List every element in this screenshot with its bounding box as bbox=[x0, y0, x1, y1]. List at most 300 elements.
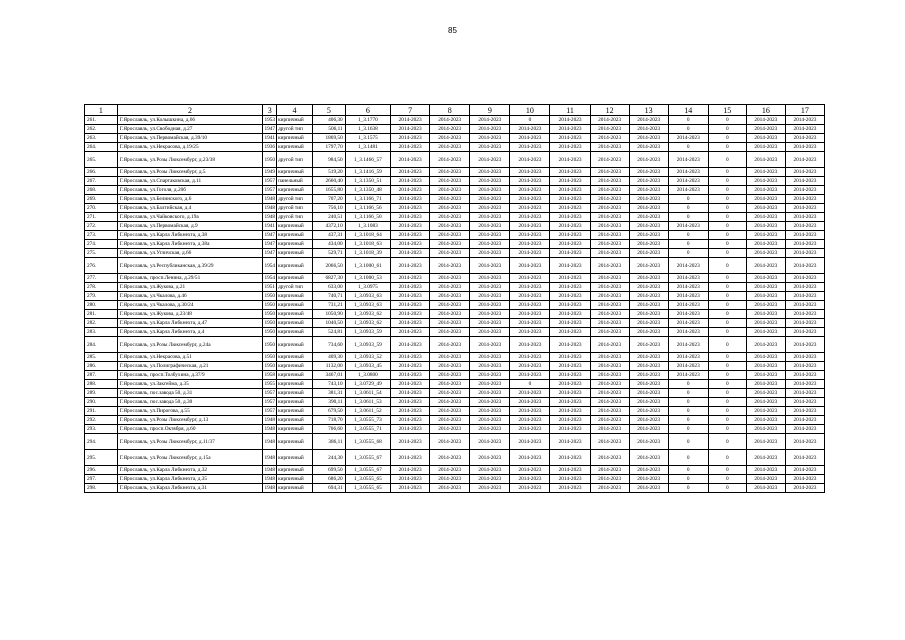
period-cell: 2014-2023 bbox=[550, 484, 590, 493]
period-cell: 2014-2023 bbox=[668, 258, 708, 274]
period-cell: 2014-2023 bbox=[629, 258, 668, 274]
code-cell: 1_3.0611_53 bbox=[345, 398, 390, 407]
year-cell: 1948 bbox=[264, 485, 276, 491]
period-cell: 2014-2023 bbox=[470, 258, 510, 274]
period-cell: 2014-2023 bbox=[550, 125, 590, 134]
period-cell: 0 bbox=[668, 143, 708, 152]
period-cell: 2014-2023 bbox=[746, 337, 785, 353]
table-row bbox=[85, 274, 825, 283]
period-cell: 2014-2023 bbox=[510, 125, 550, 134]
address-cell: Г.Ярославль, ул.Белинского, д.6 bbox=[117, 195, 263, 204]
period-cell: 2014-2023 bbox=[550, 240, 590, 249]
period-cell: 2014-2023 bbox=[590, 204, 629, 213]
table-row bbox=[85, 186, 825, 195]
material-cell: кирпичный bbox=[277, 425, 313, 434]
address-cell: Г.Ярославль, ул.Чайковского, д.19а bbox=[117, 213, 263, 222]
period-cell: 2014-2023 bbox=[430, 222, 470, 231]
year-cell: 1951 bbox=[264, 284, 276, 290]
period-cell: 2014-2023 bbox=[391, 283, 430, 292]
period-cell: 2014-2023 bbox=[550, 362, 590, 371]
period-cell: 2014-2023 bbox=[470, 398, 510, 407]
period-cell: 2014-2023 bbox=[391, 389, 430, 398]
period-cell: 2014-2023 bbox=[510, 222, 550, 231]
area-cell: 1797,70 bbox=[313, 143, 346, 152]
period-cell: 2014-2023 bbox=[668, 168, 708, 177]
column-header: 8 bbox=[430, 105, 470, 116]
period-cell: 0 bbox=[708, 319, 746, 328]
material-cell: кирпичный bbox=[277, 398, 313, 407]
period-cell: 2014-2023 bbox=[590, 168, 629, 177]
period-cell: 2014-2023 bbox=[590, 240, 629, 249]
period-cell: 2014-2023 bbox=[470, 222, 510, 231]
column-header: 10 bbox=[510, 105, 550, 116]
period-cell: 2014-2023 bbox=[785, 258, 824, 274]
year-cell: 1948 bbox=[264, 417, 276, 423]
period-cell: 2014-2023 bbox=[785, 125, 824, 134]
period-cell: 0 bbox=[668, 398, 708, 407]
area-cell: 524,81 bbox=[313, 328, 346, 337]
address-cell: Г.Ярославль, ул.Жукова, д.21 bbox=[117, 283, 263, 292]
period-cell: 2014-2023 bbox=[785, 407, 824, 416]
material-cell: кирпичный bbox=[277, 450, 313, 466]
period-cell: 2014-2023 bbox=[430, 116, 470, 125]
address-cell: Г.Ярославль, пос.завода 50, д.30 bbox=[117, 398, 263, 407]
period-cell: 2014-2023 bbox=[785, 434, 824, 450]
period-cell: 2014-2023 bbox=[746, 292, 785, 301]
period-cell: 2014-2023 bbox=[746, 177, 785, 186]
year-cell: 1955 bbox=[264, 381, 276, 387]
period-cell: 2014-2023 bbox=[430, 407, 470, 416]
row-number: 286. bbox=[85, 362, 118, 371]
code-cell: 1_3.0933_63 bbox=[345, 301, 390, 310]
period-cell: 2014-2023 bbox=[470, 328, 510, 337]
period-cell: 2014-2023 bbox=[629, 416, 668, 425]
period-cell: 2014-2023 bbox=[550, 177, 590, 186]
period-cell: 2014-2023 bbox=[470, 116, 510, 125]
area-cell: 406,30 bbox=[313, 116, 346, 125]
period-cell: 2014-2023 bbox=[785, 319, 824, 328]
period-cell: 2014-2023 bbox=[590, 301, 629, 310]
period-cell: 2014-2023 bbox=[590, 274, 629, 283]
period-cell: 2014-2023 bbox=[746, 249, 785, 258]
period-cell: 0 bbox=[668, 450, 708, 466]
period-cell: 2014-2023 bbox=[746, 475, 785, 484]
period-cell: 2014-2023 bbox=[391, 240, 430, 249]
period-cell: 2014-2023 bbox=[550, 416, 590, 425]
period-cell: 2014-2023 bbox=[391, 249, 430, 258]
period-cell: 2014-2023 bbox=[510, 434, 550, 450]
table-row bbox=[85, 337, 825, 353]
period-cell: 2014-2023 bbox=[550, 116, 590, 125]
period-cell: 2014-2023 bbox=[590, 353, 629, 362]
period-cell: 0 bbox=[708, 168, 746, 177]
period-cell: 2014-2023 bbox=[391, 484, 430, 493]
period-cell: 2014-2023 bbox=[430, 240, 470, 249]
year-cell: 1948 bbox=[264, 426, 276, 432]
period-cell: 2014-2023 bbox=[746, 168, 785, 177]
period-cell: 2014-2023 bbox=[510, 134, 550, 143]
area-cell: 506,11 bbox=[313, 125, 346, 134]
area-cell: 386,11 bbox=[313, 434, 346, 450]
column-header: 6 bbox=[345, 105, 390, 116]
period-cell: 2014-2023 bbox=[746, 204, 785, 213]
column-header: 17 bbox=[785, 105, 824, 116]
material-cell: другой тип bbox=[277, 125, 313, 134]
address-cell: Г.Ярославль, ул.Пирогова, д.55 bbox=[117, 407, 263, 416]
period-cell: 2014-2023 bbox=[470, 143, 510, 152]
row-number: 282. bbox=[85, 319, 118, 328]
period-cell: 2014-2023 bbox=[550, 380, 590, 389]
address-cell: Г.Ярославль, ул.Карла Либкнехта, д.38а bbox=[117, 240, 263, 249]
period-cell: 2014-2023 bbox=[590, 371, 629, 380]
period-cell: 2014-2023 bbox=[629, 434, 668, 450]
code-cell: 1_3.0933_59 bbox=[345, 337, 390, 353]
area-cell: 699,50 bbox=[313, 466, 346, 475]
period-cell: 0 bbox=[708, 125, 746, 134]
material-cell: кирпичный bbox=[277, 116, 313, 125]
period-cell: 2014-2023 bbox=[590, 258, 629, 274]
period-cell: 2014-2023 bbox=[391, 425, 430, 434]
table-row bbox=[85, 258, 825, 274]
period-cell: 2014-2023 bbox=[629, 466, 668, 475]
period-cell: 2014-2023 bbox=[430, 177, 470, 186]
table-row bbox=[85, 177, 825, 186]
material-cell: кирпичный bbox=[277, 143, 313, 152]
period-cell: 2014-2023 bbox=[470, 186, 510, 195]
period-cell: 0 bbox=[708, 337, 746, 353]
period-cell: 2014-2023 bbox=[668, 177, 708, 186]
material-cell: кирпичный bbox=[277, 416, 313, 425]
period-cell: 2014-2023 bbox=[470, 274, 510, 283]
material-cell: другой тип bbox=[277, 152, 313, 168]
period-cell: 2014-2023 bbox=[391, 143, 430, 152]
period-cell: 2014-2023 bbox=[430, 301, 470, 310]
period-cell: 2014-2023 bbox=[510, 475, 550, 484]
material-cell: кирпичный bbox=[277, 274, 313, 283]
period-cell: 2014-2023 bbox=[668, 134, 708, 143]
period-cell: 2014-2023 bbox=[510, 310, 550, 319]
year-cell: 1950 bbox=[263, 337, 277, 353]
period-cell: 0 bbox=[708, 398, 746, 407]
area-cell: 743,10 bbox=[313, 380, 346, 389]
area-cell: 1655,80 bbox=[313, 186, 346, 195]
row-number: 290. bbox=[85, 398, 118, 407]
period-cell: 2014-2023 bbox=[430, 389, 470, 398]
material-cell: кирпичный bbox=[277, 353, 313, 362]
area-cell: 434,00 bbox=[313, 240, 346, 249]
period-cell: 2014-2023 bbox=[430, 416, 470, 425]
period-cell: 2014-2023 bbox=[629, 450, 668, 466]
period-cell: 2014-2023 bbox=[746, 328, 785, 337]
period-cell: 0 bbox=[708, 204, 746, 213]
area-cell: 1050,90 bbox=[313, 310, 346, 319]
row-number: 275. bbox=[85, 249, 118, 258]
code-cell: 1_3.0933_62 bbox=[345, 310, 390, 319]
material-cell: кирпичный bbox=[277, 186, 313, 195]
year-cell: 1950 bbox=[264, 329, 276, 335]
area-cell: 529,71 bbox=[313, 249, 346, 258]
period-cell: 2014-2023 bbox=[550, 222, 590, 231]
period-cell: 2014-2023 bbox=[629, 283, 668, 292]
column-header: 4 bbox=[277, 105, 313, 116]
period-cell: 2014-2023 bbox=[785, 389, 824, 398]
row-number: 265. bbox=[85, 152, 118, 168]
period-cell: 0 bbox=[708, 283, 746, 292]
period-cell: 2014-2023 bbox=[785, 416, 824, 425]
code-cell: 1_3.1000_53 bbox=[345, 274, 390, 283]
period-cell: 2014-2023 bbox=[391, 407, 430, 416]
period-cell: 2014-2023 bbox=[510, 407, 550, 416]
period-cell: 2014-2023 bbox=[430, 274, 470, 283]
period-cell: 2014-2023 bbox=[629, 125, 668, 134]
address-cell: Г.Ярославль, ул.Закгейма, д.35 bbox=[117, 380, 263, 389]
area-cell: 3467,01 bbox=[313, 371, 346, 380]
address-cell: Г.Ярославль, ул.Розы Люксембург, д.5 bbox=[117, 168, 263, 177]
table-row bbox=[85, 466, 825, 475]
area-cell: 409,30 bbox=[313, 353, 346, 362]
period-cell: 2014-2023 bbox=[785, 177, 824, 186]
column-header: 12 bbox=[590, 105, 629, 116]
period-cell: 2014-2023 bbox=[590, 310, 629, 319]
table-row bbox=[85, 152, 825, 168]
period-cell: 2014-2023 bbox=[590, 283, 629, 292]
period-cell: 2014-2023 bbox=[785, 240, 824, 249]
period-cell: 0 bbox=[510, 116, 550, 125]
period-cell: 2014-2023 bbox=[470, 292, 510, 301]
column-header: 3 bbox=[263, 105, 277, 116]
column-header: 9 bbox=[470, 105, 510, 116]
period-cell: 2014-2023 bbox=[550, 398, 590, 407]
period-cell: 2014-2023 bbox=[629, 319, 668, 328]
period-cell: 2014-2023 bbox=[430, 353, 470, 362]
code-cell: 1_3.1018_64 bbox=[345, 231, 390, 240]
area-cell: 718,70 bbox=[313, 416, 346, 425]
period-cell: 2014-2023 bbox=[470, 177, 510, 186]
period-cell: 2014-2023 bbox=[391, 337, 430, 353]
period-cell: 2014-2023 bbox=[510, 466, 550, 475]
address-cell: Г.Ярославль, ул.Балтийская, д.4 bbox=[117, 204, 263, 213]
period-cell: 0 bbox=[708, 484, 746, 493]
row-number: 268. bbox=[85, 186, 118, 195]
address-cell: Г.Ярославль, пос.завода 50, д.31 bbox=[117, 389, 263, 398]
period-cell: 2014-2023 bbox=[590, 152, 629, 168]
period-cell: 0 bbox=[510, 380, 550, 389]
table-row bbox=[85, 204, 825, 213]
year-cell: 1958 bbox=[264, 372, 276, 378]
period-cell: 2014-2023 bbox=[746, 222, 785, 231]
housing-table bbox=[84, 104, 825, 493]
period-cell: 2014-2023 bbox=[430, 466, 470, 475]
period-cell: 2014-2023 bbox=[550, 371, 590, 380]
period-cell: 2014-2023 bbox=[470, 213, 510, 222]
period-cell: 2014-2023 bbox=[785, 213, 824, 222]
row-number: 263. bbox=[85, 134, 118, 143]
period-cell: 2014-2023 bbox=[470, 125, 510, 134]
period-cell: 2014-2023 bbox=[430, 484, 470, 493]
period-cell: 2014-2023 bbox=[785, 292, 824, 301]
code-cell: 1_3.0933_59 bbox=[345, 328, 390, 337]
period-cell: 2014-2023 bbox=[430, 249, 470, 258]
period-cell: 2014-2023 bbox=[470, 353, 510, 362]
area-cell: 707,20 bbox=[313, 195, 346, 204]
period-cell: 2014-2023 bbox=[590, 134, 629, 143]
material-cell: кирпичный bbox=[277, 319, 313, 328]
table-row bbox=[85, 371, 825, 380]
area-cell: 6827,30 bbox=[313, 274, 346, 283]
table-row bbox=[85, 362, 825, 371]
address-cell: Г.Ярославль, просп.Ленина, д.29/51 bbox=[117, 274, 263, 283]
row-number: 284. bbox=[85, 337, 118, 353]
row-number: 285. bbox=[85, 353, 118, 362]
year-cell: 1941 bbox=[264, 223, 276, 229]
table-row bbox=[85, 310, 825, 319]
year-cell: 1957 bbox=[264, 408, 276, 414]
period-cell: 2014-2023 bbox=[590, 249, 629, 258]
table-row bbox=[85, 407, 825, 416]
year-cell: 1950 bbox=[264, 293, 276, 299]
material-cell: кирпичный bbox=[277, 222, 313, 231]
year-cell: 1948 bbox=[264, 214, 276, 220]
period-cell: 2014-2023 bbox=[590, 425, 629, 434]
area-cell: 2660,40 bbox=[313, 177, 346, 186]
period-cell: 2014-2023 bbox=[629, 353, 668, 362]
period-cell: 0 bbox=[668, 116, 708, 125]
period-cell: 2014-2023 bbox=[470, 249, 510, 258]
period-cell: 2014-2023 bbox=[391, 231, 430, 240]
period-cell: 2014-2023 bbox=[430, 319, 470, 328]
period-cell: 2014-2023 bbox=[510, 389, 550, 398]
period-cell: 2014-2023 bbox=[510, 484, 550, 493]
address-cell: Г.Ярославль, просп.Толбухина, д.37/9 bbox=[117, 371, 263, 380]
period-cell: 2014-2023 bbox=[510, 274, 550, 283]
period-cell: 0 bbox=[708, 152, 746, 168]
period-cell: 2014-2023 bbox=[391, 222, 430, 231]
address-cell: Г.Ярославль, ул.Чкалова, д.46 bbox=[117, 292, 263, 301]
table-row bbox=[85, 125, 825, 134]
period-cell: 2014-2023 bbox=[430, 143, 470, 152]
area-cell: 694,31 bbox=[313, 484, 346, 493]
period-cell: 2014-2023 bbox=[470, 231, 510, 240]
period-cell: 2014-2023 bbox=[510, 195, 550, 204]
period-cell: 0 bbox=[668, 416, 708, 425]
period-cell: 2014-2023 bbox=[590, 434, 629, 450]
period-cell: 2014-2023 bbox=[785, 249, 824, 258]
period-cell: 2014-2023 bbox=[470, 319, 510, 328]
code-cell: 1_3.1018_39 bbox=[345, 249, 390, 258]
period-cell: 2014-2023 bbox=[430, 186, 470, 195]
period-cell: 0 bbox=[708, 249, 746, 258]
period-cell: 0 bbox=[668, 407, 708, 416]
period-cell: 0 bbox=[668, 204, 708, 213]
period-cell: 2014-2023 bbox=[470, 484, 510, 493]
period-cell: 0 bbox=[708, 362, 746, 371]
period-cell: 2014-2023 bbox=[391, 310, 430, 319]
material-cell: кирпичный bbox=[277, 337, 313, 353]
period-cell: 0 bbox=[708, 292, 746, 301]
code-cell: 1_3.1416_59 bbox=[345, 168, 390, 177]
year-cell: 1949 bbox=[264, 169, 276, 175]
period-cell: 2014-2023 bbox=[430, 213, 470, 222]
period-cell: 2014-2023 bbox=[785, 425, 824, 434]
period-cell: 2014-2023 bbox=[391, 301, 430, 310]
period-cell: 2014-2023 bbox=[590, 466, 629, 475]
period-cell: 2014-2023 bbox=[629, 389, 668, 398]
period-cell: 0 bbox=[708, 143, 746, 152]
period-cell: 2014-2023 bbox=[590, 337, 629, 353]
period-cell: 2014-2023 bbox=[590, 222, 629, 231]
table-row bbox=[85, 134, 825, 143]
period-cell: 2014-2023 bbox=[391, 292, 430, 301]
period-cell: 0 bbox=[708, 328, 746, 337]
code-cell: 1_3.1575 bbox=[345, 134, 390, 143]
period-cell: 0 bbox=[668, 466, 708, 475]
code-cell: 1_3.1166_56 bbox=[345, 204, 390, 213]
period-cell: 2014-2023 bbox=[391, 434, 430, 450]
row-number: 294. bbox=[85, 434, 118, 450]
year-cell: 1953 bbox=[264, 117, 276, 123]
row-number: 277. bbox=[85, 274, 118, 283]
period-cell: 2014-2023 bbox=[510, 186, 550, 195]
period-cell: 0 bbox=[708, 371, 746, 380]
period-cell: 2014-2023 bbox=[629, 425, 668, 434]
address-cell: Г.Ярославль, ул.Розы Люксембург, д.15а bbox=[117, 450, 263, 466]
material-cell: кирпичный bbox=[277, 301, 313, 310]
period-cell: 2014-2023 bbox=[550, 143, 590, 152]
period-cell: 0 bbox=[708, 310, 746, 319]
period-cell: 2014-2023 bbox=[430, 310, 470, 319]
period-cell: 2014-2023 bbox=[746, 380, 785, 389]
table-row bbox=[85, 319, 825, 328]
period-cell: 2014-2023 bbox=[391, 195, 430, 204]
period-cell: 0 bbox=[668, 380, 708, 389]
period-cell: 2014-2023 bbox=[510, 143, 550, 152]
row-number: 287. bbox=[85, 371, 118, 380]
period-cell: 2014-2023 bbox=[470, 337, 510, 353]
period-cell: 0 bbox=[668, 434, 708, 450]
period-cell: 2014-2023 bbox=[430, 398, 470, 407]
row-number: 261. bbox=[85, 116, 118, 125]
year-cell: 1948 bbox=[263, 434, 277, 450]
column-header: 5 bbox=[313, 105, 346, 116]
period-cell: 2014-2023 bbox=[785, 398, 824, 407]
period-cell: 2014-2023 bbox=[668, 292, 708, 301]
period-cell: 2014-2023 bbox=[590, 484, 629, 493]
period-cell: 0 bbox=[668, 125, 708, 134]
period-cell: 0 bbox=[708, 195, 746, 204]
row-number: 283. bbox=[85, 328, 118, 337]
period-cell: 2014-2023 bbox=[470, 195, 510, 204]
area-cell: 381,31 bbox=[313, 389, 346, 398]
row-number: 274. bbox=[85, 240, 118, 249]
row-number: 295. bbox=[85, 450, 118, 466]
period-cell: 2014-2023 bbox=[746, 434, 785, 450]
period-cell: 0 bbox=[668, 240, 708, 249]
period-cell: 2014-2023 bbox=[470, 152, 510, 168]
material-cell: кирпичный bbox=[277, 407, 313, 416]
table-row bbox=[85, 231, 825, 240]
period-cell: 2014-2023 bbox=[550, 258, 590, 274]
year-cell: 1950 bbox=[264, 311, 276, 317]
period-cell: 2014-2023 bbox=[391, 125, 430, 134]
area-cell: 686,20 bbox=[313, 475, 346, 484]
period-cell: 2014-2023 bbox=[746, 353, 785, 362]
period-cell: 2014-2023 bbox=[668, 353, 708, 362]
period-cell: 2014-2023 bbox=[668, 186, 708, 195]
row-number: 289. bbox=[85, 389, 118, 398]
period-cell: 2014-2023 bbox=[629, 292, 668, 301]
year-cell: 1950 bbox=[263, 152, 277, 168]
period-cell: 0 bbox=[708, 301, 746, 310]
